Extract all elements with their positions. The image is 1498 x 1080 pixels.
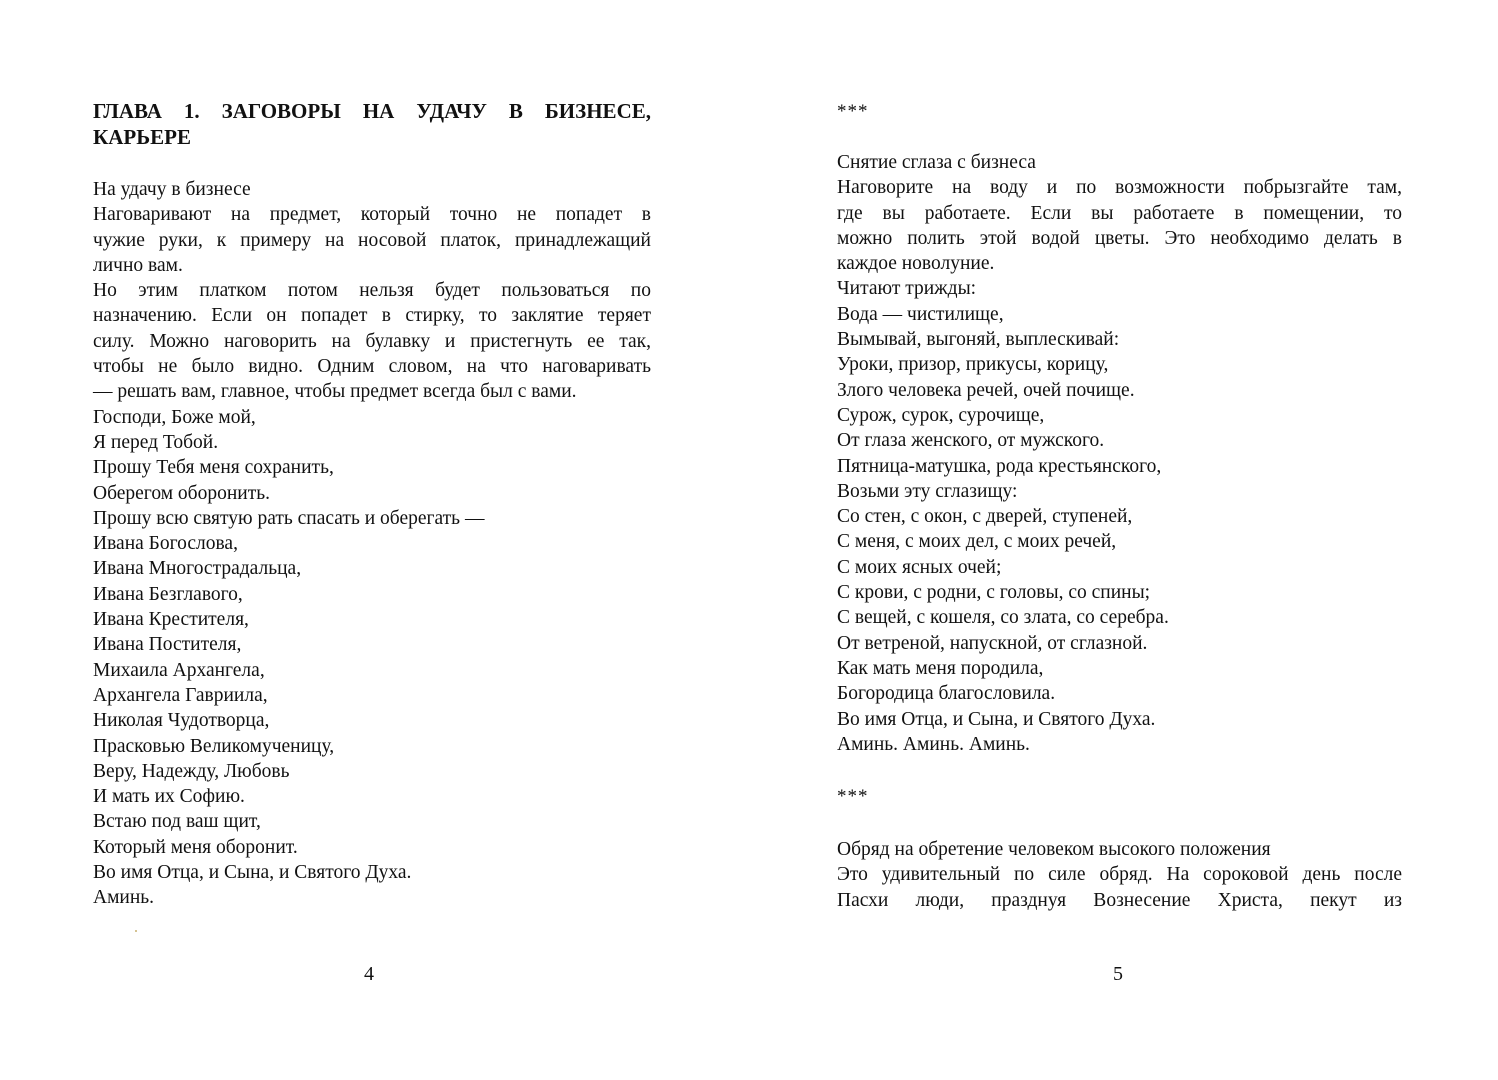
left-page-text xyxy=(93,177,651,911)
text-line: Прошу всю святую рать спасать и оберегать — xyxy=(93,507,485,529)
text-line: Господи, Боже мой, xyxy=(93,406,256,428)
text-line: Вымывай, выгоняй, выплескивай: xyxy=(837,329,1120,351)
text-line: чтобы не было видно. Одним словом, на что наговаривать xyxy=(93,356,651,378)
page-number-left: 4 xyxy=(364,963,374,985)
text-line: На удачу в бизнесе xyxy=(93,179,251,200)
text-line: чужие руки, к примеру на носовой платок, принадлежащий xyxy=(93,229,651,251)
text-line: С моих ясных очей; xyxy=(837,556,1002,578)
chapter-title-line: КАРЬЕРЕ xyxy=(93,125,191,149)
text-line: От ветреной, напускной, от сглазной. xyxy=(837,632,1148,654)
text-line: Который меня оборонит. xyxy=(93,836,298,858)
text-line: Во имя Отца, и Сына, и Святого Духа. xyxy=(837,708,1156,730)
chapter-title xyxy=(93,98,651,150)
text-line: Михаила Архангела, xyxy=(93,659,265,681)
text-line: Наговорите на воду и по возможности побрызгайте там, xyxy=(837,177,1402,199)
text-line: Во имя Отца, и Сына, и Святого Духа. xyxy=(93,862,412,884)
chapter-title-line: ГЛАВА 1. ЗАГОВОРЫ НА УДАЧУ В БИЗНЕСЕ, xyxy=(93,99,651,123)
text-line: Оберегом оборонить. xyxy=(93,482,270,504)
text-line: Ивана Крестителя, xyxy=(93,609,249,631)
text-line: Аминь. xyxy=(93,887,155,909)
text-line: Аминь. Аминь. Аминь. xyxy=(837,733,1030,755)
text-line: С меня, с моих дел, с моих речей, xyxy=(837,531,1117,553)
text-line: Николая Чудотворца, xyxy=(93,710,270,732)
text-line: Возьми эту сглазищу: xyxy=(837,480,1018,502)
text-line: Обряд на обретение человеком высокого положения xyxy=(837,839,1271,860)
text-line: Как мать меня породила, xyxy=(837,657,1044,679)
text-line: Встаю под ваш щит, xyxy=(93,811,261,833)
text-line: Ивана Постителя, xyxy=(93,634,242,656)
text-line: Богородица благословила. xyxy=(837,683,1056,705)
right-page-text xyxy=(837,150,1402,757)
text-line: назначению. Если он попадет в стирку, то заклятие теряет xyxy=(93,305,651,327)
text-line: Снятие сглаза с бизнеса xyxy=(837,152,1036,173)
section-separator: *** xyxy=(837,101,869,122)
text-line: — решать вам, главное, чтобы предмет всегда был с вами. xyxy=(93,381,577,403)
text-line: Наговаривают на предмет, который точно не попадет в xyxy=(93,204,651,226)
text-line: где вы работаете. Если вы работаете в помещении, то xyxy=(837,202,1402,224)
text-line: Пасхи люди, празднуя Вознесение Христа, пекут из xyxy=(837,889,1402,911)
text-line: Архангела Гавриила, xyxy=(93,684,268,706)
text-line: Ивана Богослова, xyxy=(93,533,238,555)
text-line: Ивана Безглавого, xyxy=(93,583,243,605)
text-line: С вещей, с кошеля, со злата, со серебра. xyxy=(837,607,1169,629)
text-line: Прасковью Великомученицу, xyxy=(93,735,335,757)
text-line: И мать их Софию. xyxy=(93,786,245,808)
text-line: Сурож, сурок, сурочище, xyxy=(837,404,1045,426)
text-line: можно полить этой водой цветы. Это необходимо делать в xyxy=(837,227,1402,249)
text-line: Вода — чистилище, xyxy=(837,303,1004,325)
text-line: Это удивительный по силе обряд. На сороковой день после xyxy=(837,864,1402,886)
print-speck xyxy=(135,930,137,932)
text-line: Злого человека речей, очей почище. xyxy=(837,379,1135,401)
page-number-right: 5 xyxy=(1113,963,1123,985)
text-line: С крови, с родни, с головы, со спины; xyxy=(837,582,1151,604)
text-line: Но этим платком потом нельзя будет пользоваться по xyxy=(93,280,651,302)
right-page-text-continued xyxy=(837,837,1402,913)
text-line: Читают трижды: xyxy=(837,278,977,300)
text-line: Со стен, с окон, с дверей, ступеней, xyxy=(837,506,1133,528)
text-line: лично вам. xyxy=(93,254,183,276)
right-page xyxy=(749,0,1498,1080)
section-separator: *** xyxy=(837,786,869,807)
text-line: Ивана Многострадальца, xyxy=(93,558,302,580)
text-line: силу. Можно наговорить на булавку и пристегнуть ее так, xyxy=(93,330,651,352)
text-line: Я перед Тобой. xyxy=(93,431,219,453)
text-line: Веру, Надежду, Любовь xyxy=(93,760,290,782)
text-line: каждое новолуние. xyxy=(837,253,995,275)
text-line: Уроки, призор, прикусы, корицу, xyxy=(837,354,1109,376)
text-line: Пятница-матушка, рода крестьянского, xyxy=(837,455,1162,477)
text-line: От глаза женского, от мужского. xyxy=(837,430,1105,452)
text-line: Прошу Тебя меня сохранить, xyxy=(93,457,334,479)
